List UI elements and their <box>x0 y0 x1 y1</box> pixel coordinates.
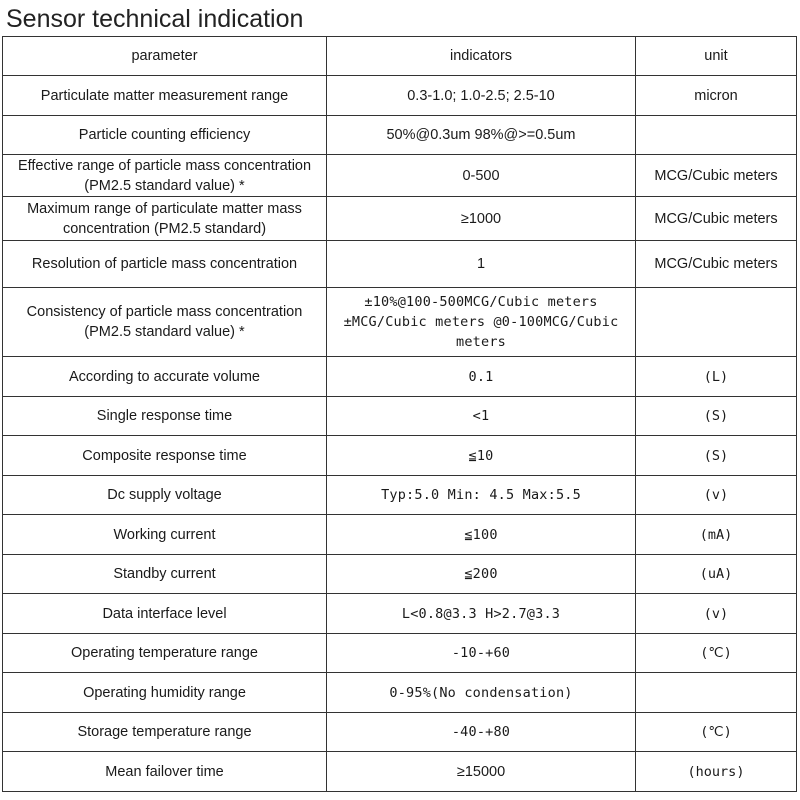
parameter-cell: Dc supply voltage <box>3 476 327 515</box>
table-row <box>3 436 797 476</box>
indicator-cell: ≥15000 <box>327 752 636 792</box>
unit-cell: MCG/Cubic meters <box>636 197 797 241</box>
parameter-cell: According to accurate volume <box>3 357 327 397</box>
unit-cell: (S) <box>636 397 797 436</box>
indicator-cell: ≦10 <box>327 436 636 476</box>
unit-cell <box>636 288 797 357</box>
unit-cell: (S) <box>636 436 797 476</box>
indicator-cell: <1 <box>327 397 636 436</box>
parameter-cell: Single response time <box>3 397 327 436</box>
table-row <box>3 155 797 197</box>
table-row <box>3 76 797 116</box>
parameter-cell: Operating temperature range <box>3 634 327 673</box>
indicator-cell: L<0.8@3.3 H>2.7@3.3 <box>327 594 636 634</box>
parameter-cell: Mean failover time <box>3 752 327 792</box>
parameter-cell: Composite response time <box>3 436 327 476</box>
table-row <box>3 673 797 713</box>
unit-cell <box>636 116 797 155</box>
table-row <box>3 241 797 288</box>
indicator-cell: 0.3-1.0; 1.0-2.5; 2.5-10 <box>327 76 636 116</box>
table-header-row <box>3 37 797 76</box>
unit-cell: micron <box>636 76 797 116</box>
header-parameter: parameter <box>3 37 327 76</box>
table-row <box>3 197 797 241</box>
indicator-cell: ±10%@100-500MCG/Cubic meters ±MCG/Cubic meters @0-100MCG/Cubic meters <box>327 288 636 357</box>
parameter-cell: Resolution of particle mass concentration <box>3 241 327 288</box>
unit-cell: (uA) <box>636 555 797 594</box>
unit-cell: MCG/Cubic meters <box>636 155 797 197</box>
indicator-cell: 1 <box>327 241 636 288</box>
indicator-cell: 50%@0.3um 98%@>=0.5um <box>327 116 636 155</box>
parameter-cell: Particulate matter measurement range <box>3 76 327 116</box>
parameter-cell: Effective range of particle mass concentration (PM2.5 standard value) * <box>3 155 327 197</box>
parameter-cell: Standby current <box>3 555 327 594</box>
indicator-cell: -10-+60 <box>327 634 636 673</box>
parameter-cell: Consistency of particle mass concentration (PM2.5 standard value) * <box>3 288 327 357</box>
table-row <box>3 555 797 594</box>
table-row <box>3 476 797 515</box>
table-row <box>3 116 797 155</box>
header-unit: unit <box>636 37 797 76</box>
parameter-cell: Data interface level <box>3 594 327 634</box>
parameter-cell: Maximum range of particulate matter mass concentration (PM2.5 standard) <box>3 197 327 241</box>
unit-cell: (L) <box>636 357 797 397</box>
table-row <box>3 634 797 673</box>
indicator-cell: 0.1 <box>327 357 636 397</box>
unit-cell: (v) <box>636 476 797 515</box>
parameter-cell: Particle counting efficiency <box>3 116 327 155</box>
indicator-cell: ≥1000 <box>327 197 636 241</box>
unit-cell: (mA) <box>636 515 797 555</box>
unit-cell: (℃) <box>636 634 797 673</box>
unit-cell: (℃) <box>636 713 797 752</box>
unit-cell: MCG/Cubic meters <box>636 241 797 288</box>
spec-table <box>2 36 797 792</box>
header-indicators: indicators <box>327 37 636 76</box>
page-title: Sensor technical indication <box>6 5 304 33</box>
unit-cell: (v) <box>636 594 797 634</box>
parameter-cell: Operating humidity range <box>3 673 327 713</box>
indicator-cell: ≦200 <box>327 555 636 594</box>
parameter-cell: Storage temperature range <box>3 713 327 752</box>
indicator-cell: Typ:5.0 Min: 4.5 Max:5.5 <box>327 476 636 515</box>
table-row <box>3 713 797 752</box>
unit-cell <box>636 673 797 713</box>
indicator-cell: -40-+80 <box>327 713 636 752</box>
unit-cell: (hours) <box>636 752 797 792</box>
table-row <box>3 515 797 555</box>
table-row <box>3 752 797 792</box>
table-row <box>3 357 797 397</box>
indicator-cell: 0-500 <box>327 155 636 197</box>
table-row <box>3 288 797 357</box>
indicator-cell: ≦100 <box>327 515 636 555</box>
indicator-cell: 0-95%(No condensation) <box>327 673 636 713</box>
table-row <box>3 397 797 436</box>
parameter-cell: Working current <box>3 515 327 555</box>
table-row <box>3 594 797 634</box>
